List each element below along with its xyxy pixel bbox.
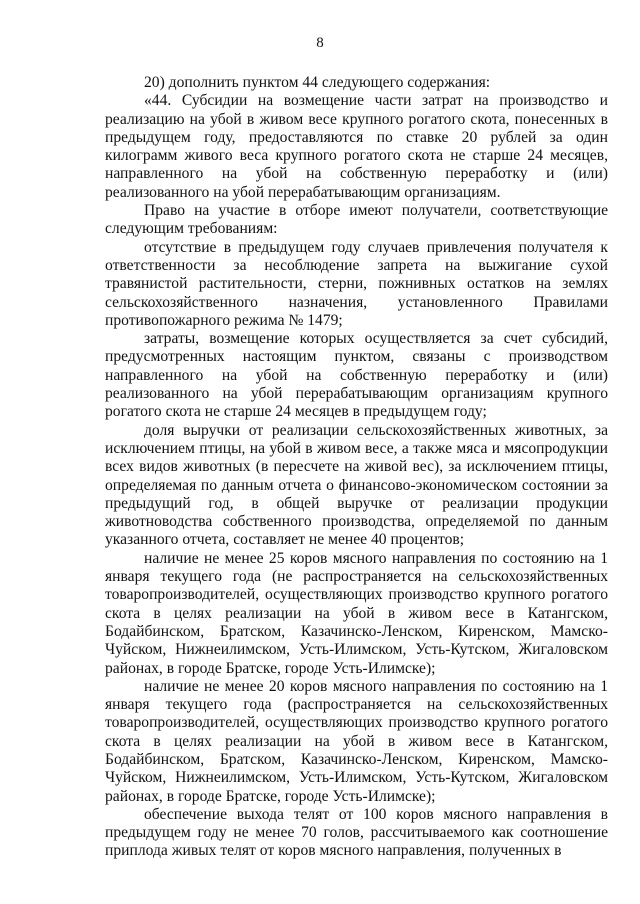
paragraph-requirement-calves: обеспечение выхода телят от 100 коров мясного направления в предыдущем году не менее 70 голов, рассчитываемого как соотношение приплода живых телят от коров мясного направления, полученных в bbox=[105, 805, 608, 860]
paragraph-eligibility-intro: Право на участие в отборе имеют получатели, соответствующие следующим требованиям: bbox=[105, 202, 608, 238]
paragraph-item-20: 20) дополнить пунктом 44 следующего содержания: bbox=[144, 74, 491, 91]
document-body bbox=[105, 74, 608, 861]
paragraph-subsidy-44: «44. Субсидии на возмещение части затрат на производство и реализацию на убой в живом весе крупного рогатого скота, понесенных в предыдущем году, предоставляются по ставке 20 рублей за один килограмм живого веса крупного рогатого скота не старше 24 месяцев, направленного на убой на собственную переработку и (или) реализованного на убой перерабатывающим организациям. bbox=[105, 92, 608, 201]
paragraph-requirement-25-cows: наличие не менее 25 коров мясного направления по состоянию на 1 января текущего года (не распространяется на сельскохозяйственных товаропроизводителей, осуществляющих производство крупного рогатого скота в целях реализации на убой в живом весе в Катангском, Бодайбинском, Братском, Казачинско-Ленском, Киренском, Мамско-Чуйском, Нижнеилимском, Усть-Илимском, Усть-Кутском, Жигаловском районах, в городе Братске, городе Усть-Илимске); bbox=[105, 549, 608, 677]
paragraph-requirement-costs: затраты, возмещение которых осуществляется за счет субсидий, предусмотренных настоящим пунктом, связаны с производством направленного на убой на собственную переработку и (или) реализованного на убой перерабатывающим организациям крупного рогатого скота не старше 24 месяцев в предыдущем году; bbox=[105, 330, 608, 421]
paragraph-requirement-revenue-share: доля выручки от реализации сельскохозяйственных животных, за исключением птицы, на убой в живом весе, а также мяса и мясопродукции всех видов животных (в пересчете на живой вес), за исключением птицы, определяемая по данным отчета о финансово-экономическом состоянии за предыдущий год, в общей выручке от реализации продукции животноводства собственного производства, определяемой по данным указанного отчета, составляет не менее 40 процентов; bbox=[105, 421, 608, 549]
page-number: 8 bbox=[316, 35, 324, 51]
paragraph-requirement-fire: отсутствие в предыдущем году случаев привлечения получателя к ответственности за несоблюдение запрета на выжигание сухой травянистой растительности, стерни, пожнивных остатков на землях сельскохозяйственного назначения, установленного Правилами противопожарного режима № 1479; bbox=[105, 238, 608, 329]
paragraph-requirement-20-cows: наличие не менее 20 коров мясного направления по состоянию на 1 января текущего года (распространяется на сельскохозяйственных товаропроизводителей, осуществляющих производство крупного рогатого скота в целях реализации на убой в живом весе в Катангском, Бодайбинском, Братском, Казачинско-Ленском, Киренском, Мамско-Чуйском, Нижнеилимском, Усть-Илимском, Усть-Кутском, Жигаловском районах, в городе Братске, городе Усть-Илимске); bbox=[105, 677, 608, 805]
